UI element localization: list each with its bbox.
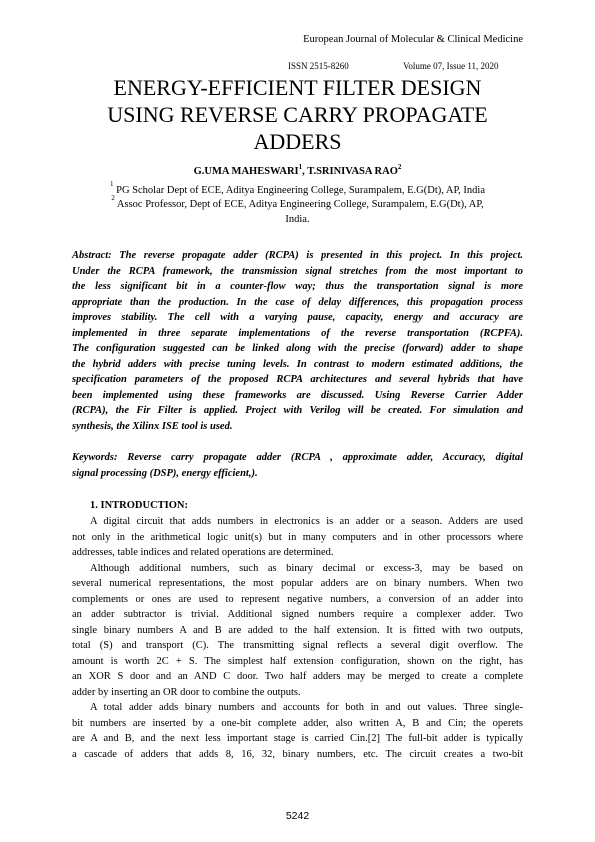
affiliation-text: PG Scholar Dept of ECE, Aditya Engineering College, Surampalem, E.G(Dt), AP, India: [113, 185, 486, 196]
body-line: amount is worth 2C + S. The simplest half extension configuration, shown on the right, has: [72, 655, 523, 667]
body-line: A total adder adds binary numbers and accounts for both in and out values. Three single-: [90, 702, 523, 713]
body-line: complements or ones are used to represent negative numbers, a conversion of an adder into: [72, 593, 523, 605]
body-line: a cascade of adders that adds 8, 16, 32, binary numbers, etc. The circuit creates a two-bit: [72, 748, 523, 760]
abstract-line: the less significant bit in a counter-flow way; thus the transportation signal is more: [72, 281, 523, 292]
author-affiliation-mark: 1: [298, 163, 303, 171]
keywords: [72, 450, 523, 481]
abstract-line: The configuration suggested can be linked along with the precise (forward) adder to shape: [72, 343, 523, 354]
abstract-line: synthesis, the Xilinx ISE tool is used.: [72, 420, 233, 432]
title-line: ADDERS: [253, 129, 342, 154]
authors: [0, 163, 595, 177]
body-line: A digital circuit that adds numbers in electronics is an adder or a season. Adders are used: [90, 516, 523, 527]
affiliation-2-continued: India.: [285, 214, 310, 225]
abstract-line: (RCPA), the Fir Filter is applied. Project with Verilog will be created. For simulation and: [72, 405, 523, 416]
introduction-body: [72, 514, 523, 762]
abstract-line: improves stability. The cell with a varying pause, capacity, energy and accuracy are: [72, 312, 523, 323]
abstract-line: the hybrid adders with precise tuning levels. In contrast to modern estimated additions, the: [72, 358, 523, 370]
journal-name: European Journal of Molecular & Clinical Medicine: [303, 34, 523, 45]
body-line: bit numbers are inserted by a one-bit complete adder, also written A, B and Cin; the operets: [72, 717, 523, 729]
body-line: total (S) and transport (C). The transmitting signal reflects a several digit overflow. The: [72, 640, 523, 651]
abstract-line: Abstract: The reverse propagate adder (RCPA) is presented in this project. In this project.: [72, 250, 523, 261]
body-line: several numerical representations, the most popular adders are on binary numbers. When two: [72, 578, 523, 589]
volume-issue: Volume 07, Issue 11, 2020: [403, 61, 499, 71]
body-line: Although additional numbers, such as binary decimal or excess-3, may be based on: [90, 562, 523, 574]
abstract-line: implemented in three separate implementations of the reverse transportation (RCPFA).: [72, 327, 523, 339]
author-name: T.SRINIVASA RAO: [307, 166, 398, 177]
affiliation-2: [72, 194, 523, 212]
affiliation-mark: 2: [111, 194, 115, 202]
issn: ISSN 2515-8260: [288, 61, 349, 71]
abstract: [72, 248, 523, 434]
author-separator: ,: [302, 166, 308, 177]
body-line: not only in the arithmetical logic unit(s) but in many computers and in other processors where: [72, 531, 523, 543]
affiliation-mark: 1: [109, 180, 114, 188]
body-line: an XOR S door and an AND C door. Two half adders may be merged to create a complete: [72, 671, 523, 682]
author-affiliation-mark: 2: [397, 163, 402, 171]
keywords-line: Keywords: Reverse carry propagate adder (RCPA , approximate adder, Accuracy, digital: [72, 452, 523, 463]
body-line: addresses, table indices and related operations are determined.: [72, 547, 334, 558]
body-line: single binary numbers A and B are added to the half extension. It is fitted with two outputs,: [72, 624, 523, 636]
body-line: are A and B, and the next less important stage is carried Cin.[2] The full-bit adder is typically: [72, 733, 523, 744]
body-line: adder by inserting an OR door to combine the outputs.: [72, 686, 301, 698]
page-number: 5242: [285, 810, 310, 822]
title-line: USING REVERSE CARRY PROPAGATE: [107, 102, 488, 127]
abstract-line: appropriate than the production. In the case of delay differences, this propagation process: [72, 296, 523, 308]
title-line: ENERGY-EFFICIENT FILTER DESIGN: [113, 75, 482, 100]
abstract-line: Under the RCPA framework, the transmission signal stretches from the most important to: [72, 265, 523, 277]
affiliation-1: [72, 180, 523, 198]
section-heading-introduction: 1. INTRODUCTION:: [90, 500, 189, 511]
author-name: G.UMA MAHESWARI: [193, 166, 299, 177]
abstract-line: specification parameters of the proposed RCPA architectures and several hybrids that have: [72, 374, 523, 385]
paper-title: [60, 74, 535, 155]
affiliation-text: Assoc Professor, Dept of ECE, Aditya Engineering College, Surampalem, E.G(Dt), AP,: [114, 199, 484, 210]
abstract-line: been implemented using these frameworks are discussed. Using Reverse Carrier Adder: [72, 389, 523, 401]
body-line: an adder subtractor is trivial. Additional signed numbers require a complexer adder. Two: [72, 609, 523, 620]
keywords-line: signal processing (DSP), energy efficient,).: [72, 467, 258, 479]
